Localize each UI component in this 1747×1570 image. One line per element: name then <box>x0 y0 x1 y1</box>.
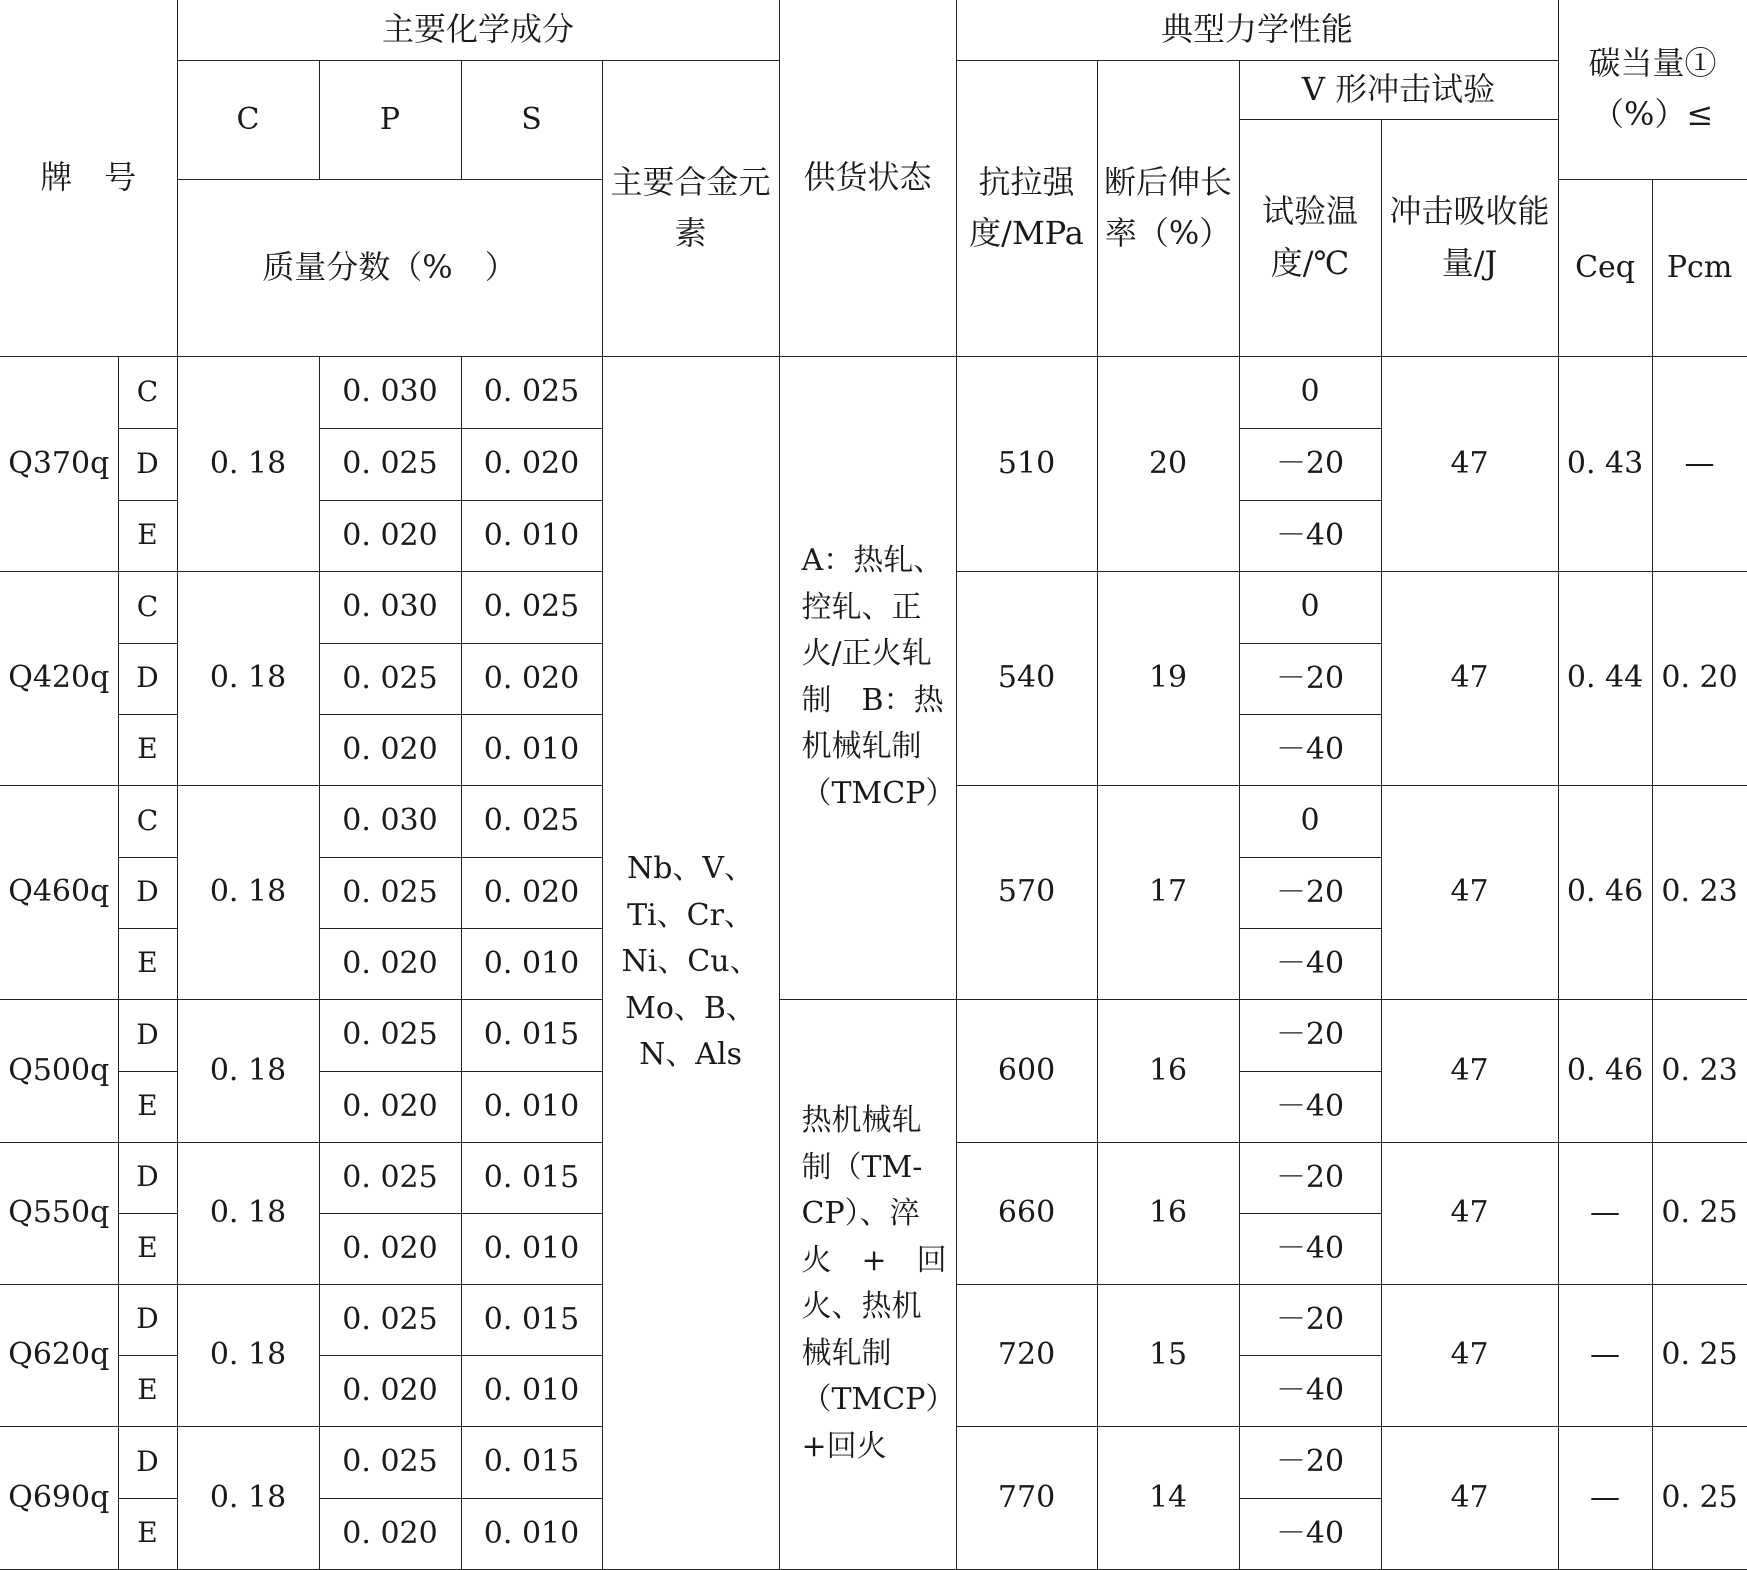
tensile-strength: 770 <box>956 1426 1097 1569</box>
sulfur-value: 0. 010 <box>461 1213 602 1284</box>
tensile-strength: 510 <box>956 356 1097 571</box>
grade-name: Q460q <box>0 785 118 999</box>
supply-state-1: A：热轧、控轧、正 火/正火轧制 B：热机械轧制（TMCP） <box>779 356 956 999</box>
test-temperature: －20 <box>1239 1426 1381 1498</box>
pcm-value: 0. 23 <box>1652 785 1747 999</box>
absorbed-energy: 47 <box>1381 571 1558 785</box>
test-temperature: －40 <box>1239 1498 1381 1569</box>
header-grade: 牌 号 <box>0 0 177 356</box>
tensile-strength: 660 <box>956 1142 1097 1284</box>
phosphorus-value: 0. 030 <box>319 356 461 428</box>
phosphorus-value: 0. 020 <box>319 714 461 785</box>
quality-level: E <box>118 1213 177 1284</box>
test-temperature: －20 <box>1239 999 1381 1071</box>
header-s: S <box>461 60 602 179</box>
elongation: 20 <box>1097 356 1239 571</box>
sulfur-value: 0. 025 <box>461 785 602 857</box>
quality-level: D <box>118 1284 177 1355</box>
pcm-value: 0. 25 <box>1652 1426 1747 1569</box>
tensile-strength: 540 <box>956 571 1097 785</box>
quality-level: E <box>118 1498 177 1569</box>
absorbed-energy: 47 <box>1381 1284 1558 1426</box>
quality-level: D <box>118 1142 177 1213</box>
sulfur-value: 0. 010 <box>461 500 602 571</box>
quality-level: D <box>118 1426 177 1498</box>
header-v-notch-impact: V 形冲击试验 <box>1239 60 1558 119</box>
carbon-value: 0. 18 <box>177 785 319 999</box>
sulfur-value: 0. 015 <box>461 1284 602 1355</box>
table-row <box>0 999 1747 1071</box>
tensile-strength: 570 <box>956 785 1097 999</box>
sulfur-value: 0. 020 <box>461 857 602 928</box>
carbon-value: 0. 18 <box>177 1426 319 1569</box>
absorbed-energy: 47 <box>1381 1426 1558 1569</box>
grade-name: Q420q <box>0 571 118 785</box>
test-temperature: －40 <box>1239 1355 1381 1426</box>
carbon-value: 0. 18 <box>177 356 319 571</box>
test-temperature: －20 <box>1239 428 1381 500</box>
header-absorbed-energy: 冲击吸收能量/J <box>1381 119 1558 356</box>
quality-level: D <box>118 857 177 928</box>
ceq-value: 0. 46 <box>1558 999 1652 1142</box>
sulfur-value: 0. 010 <box>461 714 602 785</box>
quality-level: C <box>118 356 177 428</box>
ceq-value: — <box>1558 1426 1652 1569</box>
grade-name: Q500q <box>0 999 118 1142</box>
carbon-value: 0. 18 <box>177 1142 319 1284</box>
phosphorus-value: 0. 025 <box>319 643 461 714</box>
phosphorus-value: 0. 025 <box>319 999 461 1071</box>
phosphorus-value: 0. 025 <box>319 1426 461 1498</box>
carbon-value: 0. 18 <box>177 999 319 1142</box>
sulfur-value: 0. 025 <box>461 571 602 643</box>
carbon-value: 0. 18 <box>177 571 319 785</box>
header-supply-state: 供货状态 <box>779 0 956 356</box>
test-temperature: －40 <box>1239 500 1381 571</box>
ceq-value: 0. 44 <box>1558 571 1652 785</box>
elongation: 15 <box>1097 1284 1239 1426</box>
grade-name: Q620q <box>0 1284 118 1426</box>
ceq-value: — <box>1558 1284 1652 1426</box>
sulfur-value: 0. 015 <box>461 1142 602 1213</box>
quality-level: E <box>118 1071 177 1142</box>
pcm-value: 0. 20 <box>1652 571 1747 785</box>
test-temperature: －40 <box>1239 1213 1381 1284</box>
quality-level: C <box>118 785 177 857</box>
absorbed-energy: 47 <box>1381 999 1558 1142</box>
grade-name: Q690q <box>0 1426 118 1569</box>
ceq-value: — <box>1558 1142 1652 1284</box>
phosphorus-value: 0. 030 <box>319 785 461 857</box>
phosphorus-value: 0. 020 <box>319 1213 461 1284</box>
header-mass-fraction: 质量分数（% ） <box>177 179 602 356</box>
header-ceq: Ceq <box>1558 179 1652 356</box>
phosphorus-value: 0. 020 <box>319 1498 461 1569</box>
sulfur-value: 0. 020 <box>461 428 602 500</box>
sulfur-value: 0. 015 <box>461 1426 602 1498</box>
test-temperature: －20 <box>1239 1142 1381 1213</box>
test-temperature: －40 <box>1239 1071 1381 1142</box>
supply-state-2: 热机械轧制（TM-CP）、淬火 + 回火、热机械轧制（TMCP）+回火 <box>779 999 956 1569</box>
elongation: 16 <box>1097 999 1239 1142</box>
sulfur-value: 0. 020 <box>461 643 602 714</box>
alloy-elements: Nb、V、Ti、Cr、Ni、Cu、Mo、B、N、Als <box>602 356 779 1569</box>
elongation: 19 <box>1097 571 1239 785</box>
table-row <box>0 356 1747 428</box>
quality-level: E <box>118 500 177 571</box>
sulfur-value: 0. 010 <box>461 928 602 999</box>
phosphorus-value: 0. 020 <box>319 500 461 571</box>
header-c: C <box>177 60 319 179</box>
phosphorus-value: 0. 030 <box>319 571 461 643</box>
test-temperature: 0 <box>1239 571 1381 643</box>
header-chemical-composition: 主要化学成分 <box>177 0 779 60</box>
test-temperature: －20 <box>1239 643 1381 714</box>
header-elongation: 断后伸长率（%） <box>1097 60 1239 356</box>
quality-level: D <box>118 999 177 1071</box>
ceq-value: 0. 43 <box>1558 356 1652 571</box>
quality-level: E <box>118 928 177 999</box>
pcm-value: 0. 25 <box>1652 1284 1747 1426</box>
elongation: 17 <box>1097 785 1239 999</box>
test-temperature: 0 <box>1239 356 1381 428</box>
quality-level: C <box>118 571 177 643</box>
sulfur-value: 0. 010 <box>461 1355 602 1426</box>
sulfur-value: 0. 010 <box>461 1498 602 1569</box>
carbon-value: 0. 18 <box>177 1284 319 1426</box>
phosphorus-value: 0. 025 <box>319 1142 461 1213</box>
test-temperature: －20 <box>1239 857 1381 928</box>
phosphorus-value: 0. 020 <box>319 1355 461 1426</box>
elongation: 14 <box>1097 1426 1239 1569</box>
quality-level: E <box>118 1355 177 1426</box>
grade-name: Q370q <box>0 356 118 571</box>
sulfur-value: 0. 010 <box>461 1071 602 1142</box>
pcm-value: 0. 25 <box>1652 1142 1747 1284</box>
test-temperature: －20 <box>1239 1284 1381 1355</box>
header-mechanical-properties: 典型力学性能 <box>956 0 1558 60</box>
phosphorus-value: 0. 025 <box>319 857 461 928</box>
test-temperature: 0 <box>1239 785 1381 857</box>
elongation: 16 <box>1097 1142 1239 1284</box>
quality-level: D <box>118 643 177 714</box>
tensile-strength: 600 <box>956 999 1097 1142</box>
header-test-temperature: 试验温度/℃ <box>1239 119 1381 356</box>
header-alloy-elements: 主要合金元素 <box>602 60 779 356</box>
quality-level: D <box>118 428 177 500</box>
sulfur-value: 0. 015 <box>461 999 602 1071</box>
phosphorus-value: 0. 025 <box>319 1284 461 1355</box>
test-temperature: －40 <box>1239 928 1381 999</box>
grade-name: Q550q <box>0 1142 118 1284</box>
header-carbon-equivalent: 碳当量①（%）≤ <box>1558 0 1747 179</box>
test-temperature: －40 <box>1239 714 1381 785</box>
phosphorus-value: 0. 025 <box>319 428 461 500</box>
tensile-strength: 720 <box>956 1284 1097 1426</box>
pcm-value: — <box>1652 356 1747 571</box>
ceq-value: 0. 46 <box>1558 785 1652 999</box>
quality-level: E <box>118 714 177 785</box>
absorbed-energy: 47 <box>1381 1142 1558 1284</box>
absorbed-energy: 47 <box>1381 356 1558 571</box>
phosphorus-value: 0. 020 <box>319 928 461 999</box>
phosphorus-value: 0. 020 <box>319 1071 461 1142</box>
header-pcm: Pcm <box>1652 179 1747 356</box>
header-tensile-strength: 抗拉强度/MPa <box>956 60 1097 356</box>
header-p: P <box>319 60 461 179</box>
absorbed-energy: 47 <box>1381 785 1558 999</box>
sulfur-value: 0. 025 <box>461 356 602 428</box>
pcm-value: 0. 23 <box>1652 999 1747 1142</box>
